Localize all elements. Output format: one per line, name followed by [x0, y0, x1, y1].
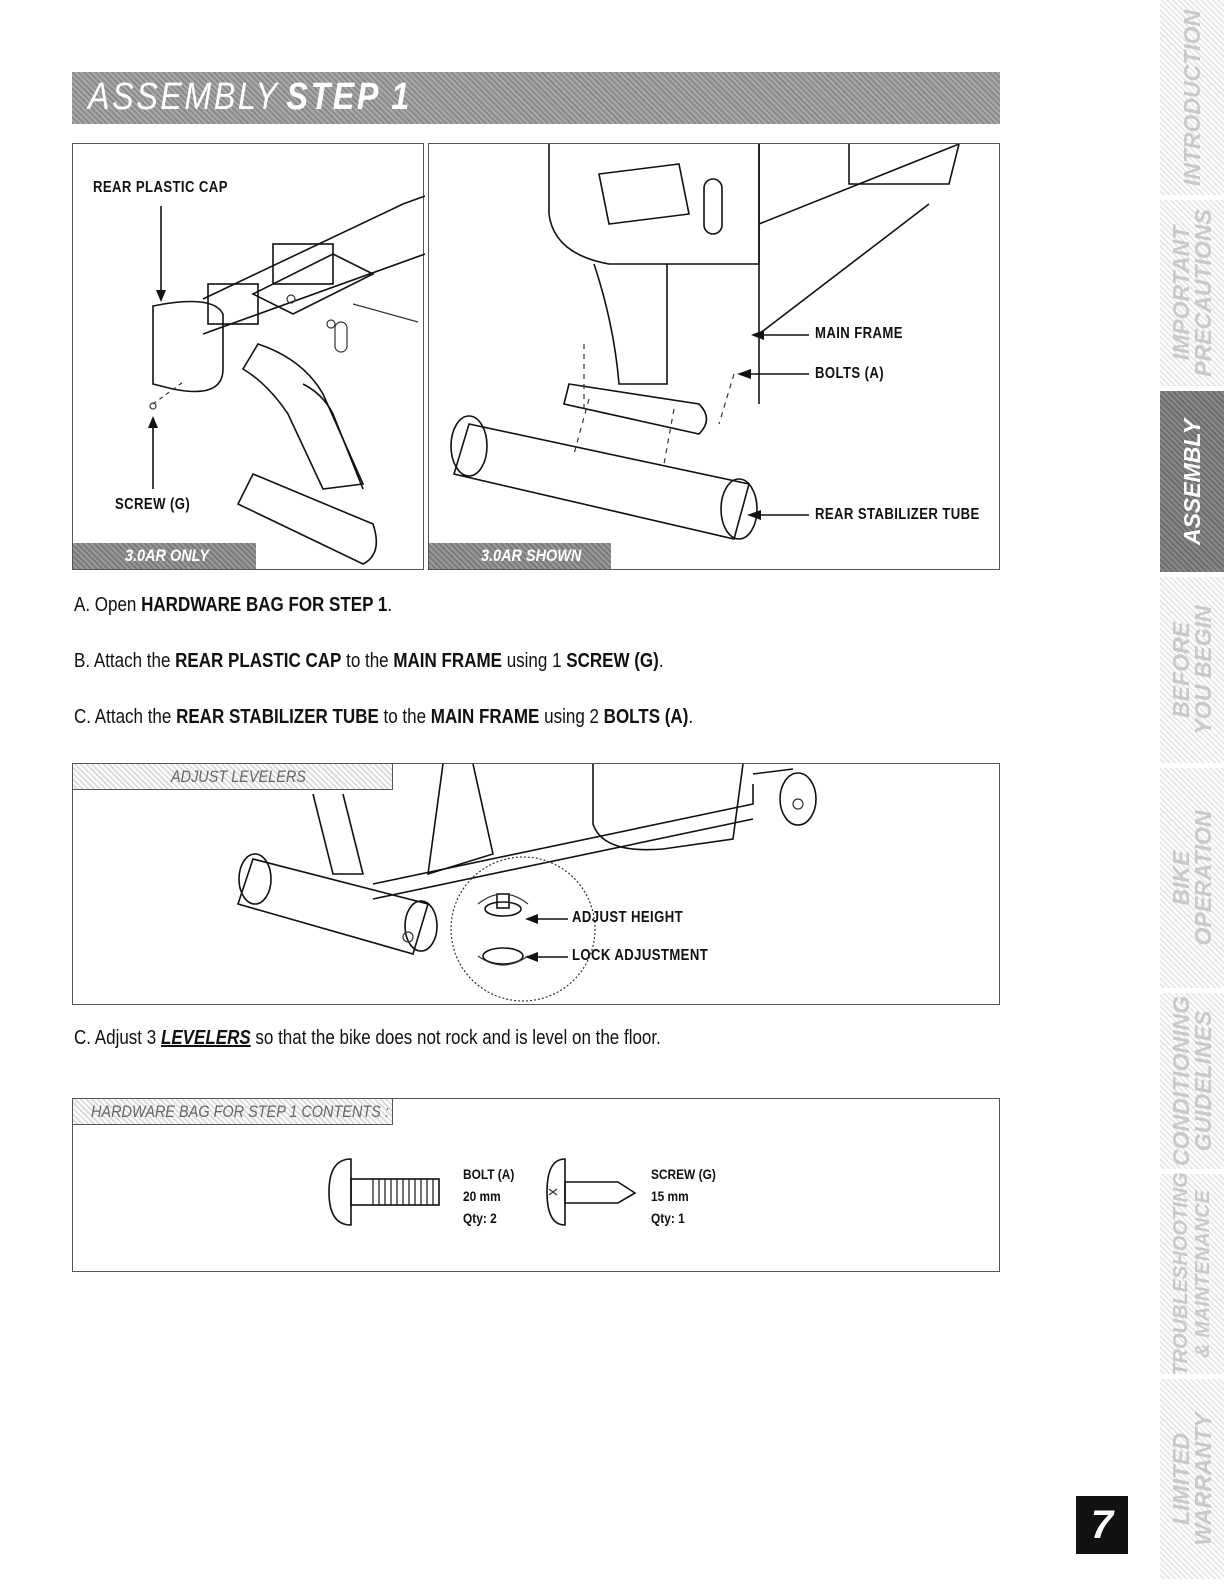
hardware-illustration — [73, 1099, 1001, 1273]
side-tab-bike-operation[interactable]: BIKE OPERATION — [1160, 768, 1224, 988]
side-tab-limited-warranty[interactable]: LIMITED WARRANTY — [1160, 1379, 1224, 1579]
section-title-hardware-bag: HARDWARE BAG FOR STEP 1 CONTENTS : — [73, 1099, 393, 1125]
label-bolts-a: BOLTS (A) — [815, 365, 885, 382]
label-lock-adjustment: LOCK ADJUSTMENT — [572, 947, 709, 964]
step-c: C. Attach the REAR STABILIZER TUBE to the MAIN FRAME using 2 BOLTS (A). — [74, 706, 694, 728]
side-tab-troubleshooting-maintenance[interactable]: TROUBLESHOOTING & MAINTENANCE — [1160, 1174, 1224, 1374]
page-title: ASSEMBLY STEP 1 — [88, 76, 412, 118]
figure-adjust-levelers — [72, 763, 1000, 1005]
side-tab-important-precautions[interactable]: IMPORTANT PRECAUTIONS — [1160, 200, 1224, 386]
step-c-levelers: C. Adjust 3 LEVELERS so that the bike does not rock and is level on the floor. — [74, 1027, 661, 1049]
bolt-a-name: BOLT (A) — [463, 1166, 515, 1182]
screw-g-qty: Qty: 1 — [651, 1210, 685, 1226]
page-number: 7 — [1076, 1496, 1128, 1554]
side-tab-introduction[interactable]: INTRODUCTION — [1160, 0, 1224, 195]
bolt-a-spec — [463, 1163, 514, 1229]
side-tab-conditioning-guidelines[interactable]: CONDITIONING GUIDELINES — [1160, 993, 1224, 1169]
label-rear-plastic-cap: REAR PLASTIC CAP — [93, 179, 228, 196]
screw-g-size: 15 mm — [651, 1188, 689, 1204]
hardware-bag-contents — [72, 1098, 1000, 1272]
step-title-banner — [72, 72, 1000, 124]
section-title-adjust-levelers: ADJUST LEVELERS — [73, 764, 393, 790]
side-tab-assembly[interactable]: ASSEMBLY — [1160, 391, 1224, 572]
bolt-a-qty: Qty: 2 — [463, 1210, 497, 1226]
figure-rear-stabilizer — [428, 143, 1000, 570]
figure-rear-plastic-cap — [72, 143, 424, 570]
model-tag-3-0ar-shown: 3.0AR SHOWN — [429, 543, 611, 569]
step-a: A. Open HARDWARE BAG FOR STEP 1. — [74, 594, 393, 616]
side-tab-before-you-begin[interactable]: BEFORE YOU BEGIN — [1160, 577, 1224, 763]
label-rear-stabilizer-tube: REAR STABILIZER TUBE — [815, 506, 980, 523]
bolt-a-size: 20 mm — [463, 1188, 501, 1204]
screw-g-spec — [651, 1163, 716, 1229]
model-tag-3-0ar-only: 3.0AR ONLY — [73, 543, 256, 569]
label-adjust-height: ADJUST HEIGHT — [572, 909, 684, 926]
screw-g-name: SCREW (G) — [651, 1166, 716, 1182]
label-screw-g: SCREW (G) — [115, 496, 191, 513]
levelers-illustration — [73, 764, 1001, 1006]
label-main-frame: MAIN FRAME — [815, 325, 903, 342]
step-b: B. Attach the REAR PLASTIC CAP to the MAIN FRAME using 1 SCREW (G). — [74, 650, 664, 672]
